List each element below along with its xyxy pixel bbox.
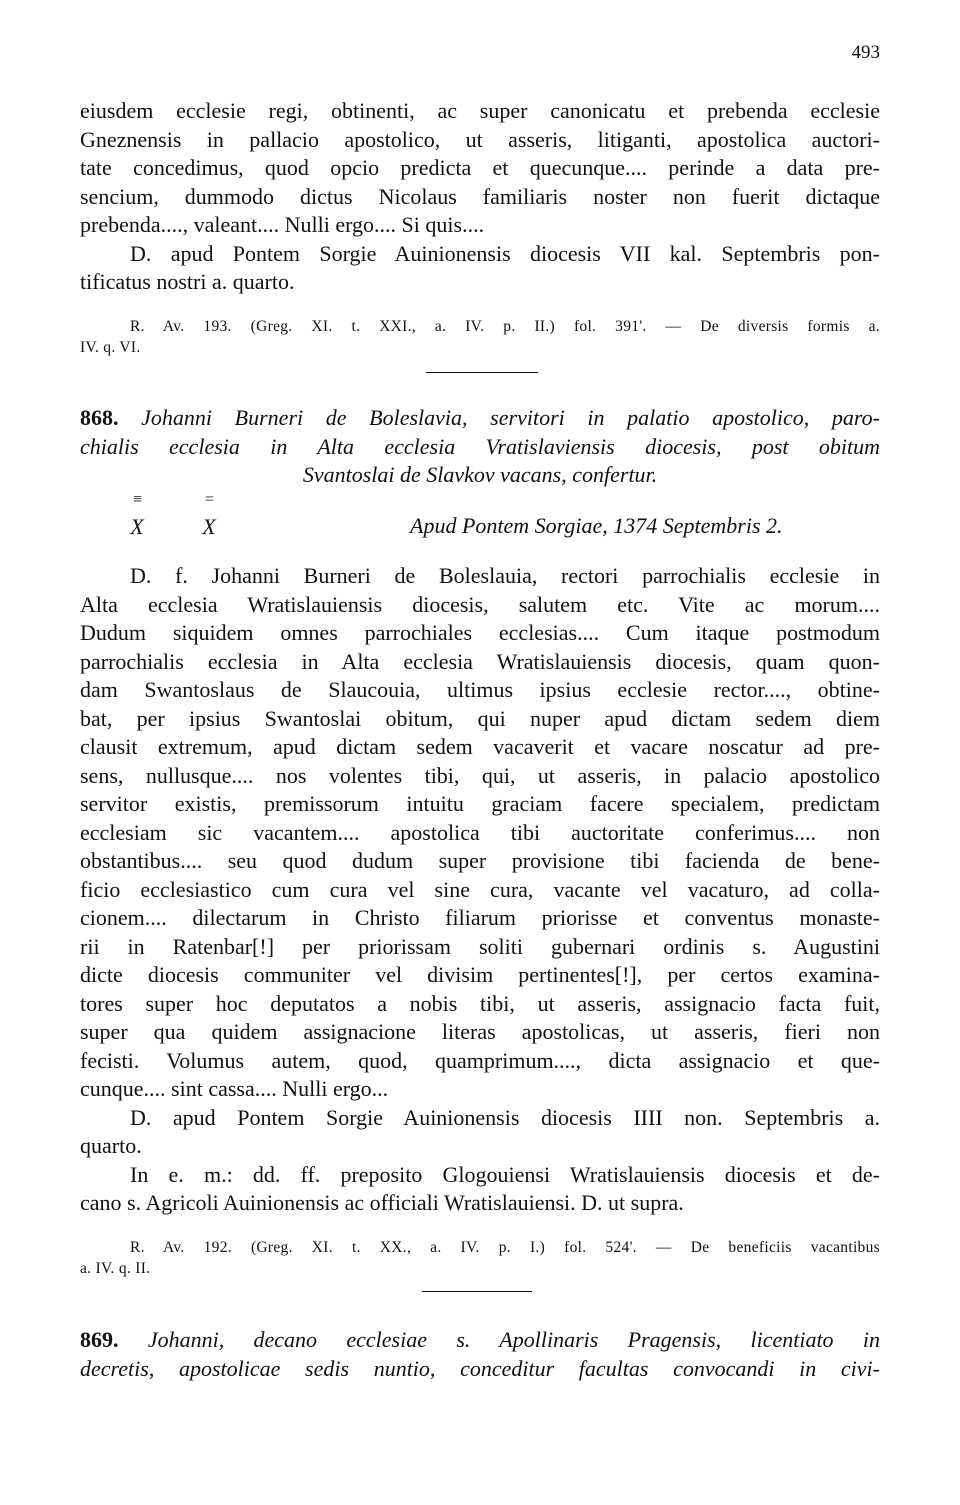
register-mark	[126, 491, 148, 540]
text-line: servitor existis, premissorum intuitu graciam facere specialem, predictam	[80, 791, 880, 816]
heading-line: chialis ecclesia in Alta ecclesia Vratislaviensis diocesis, post obitum	[80, 433, 880, 459]
text-line: D. f. Johanni Burneri de Boleslauia, rectori parrochialis ecclesie in	[130, 563, 880, 588]
text-line: Gneznensis in pallacio apostolico, ut asseris, litiganti, apostolica auctori-	[80, 126, 880, 152]
entry-868-heading	[80, 404, 880, 490]
text-line: prebenda...., valeant.... Nulli ergo.... Si quis....	[80, 212, 485, 237]
text-line: Dudum siquidem omnes parrochiales ecclesias.... Cum itaque postmodum	[80, 620, 880, 645]
source-line: R. Av. 192. (Greg. XI. t. XX., a. IV. p. I.) fol. 524'. — De beneficiis vacantibus	[130, 1239, 880, 1256]
entry-869-heading	[80, 1326, 880, 1383]
dating-line: tificatus nostri a. quarto.	[80, 269, 295, 294]
heading-line: Johanni Burneri de Boleslavia, servitori in palatio apostolico, paro-	[141, 405, 881, 430]
mark-bars: ≡	[132, 491, 142, 508]
source-line: R. Av. 193. (Greg. XI. t. XXI., a. IV. p. II.) fol. 391'. — De diversis formis a.	[130, 318, 880, 335]
text-line: parrochialis ecclesia in Alta ecclesia Wratislauiensis diocesis, quam quon-	[80, 648, 880, 674]
text-line: clausit extremum, apud dictam sedem vacaverit et vacare noscatur ad pre-	[80, 734, 880, 759]
text-line: bat, per ipsius Swantoslai obitum, qui nuper apud dictam sedem diem	[80, 705, 880, 731]
register-marks	[126, 491, 246, 543]
text-line: eiusdem ecclesie regi, obtinenti, ac super canonicatu et prebenda ecclesie	[80, 98, 880, 123]
prev-entry-source	[80, 316, 880, 358]
source-line: a. IV. q. II.	[80, 1260, 151, 1277]
text-line: fecisti. Volumus autem, quod, quamprimum...., dicta assignacio et que-	[80, 1047, 880, 1073]
separator-rule	[426, 372, 538, 373]
source-line: IV. q. VI.	[80, 339, 141, 356]
text-line: cunque.... sint cassa.... Nulli ergo...	[80, 1076, 389, 1101]
entry-number: 868.	[80, 405, 119, 430]
entry-number: 869.	[80, 1327, 119, 1352]
place-date: Apud Pontem Sorgiae, 1374 Septembris 2.	[410, 513, 783, 538]
page-number: 493	[851, 42, 880, 63]
heading-line: decretis, apostolicae sedis nuntio, conceditur facultas convocandi in civi-	[80, 1355, 880, 1381]
mark-letter: X	[130, 514, 144, 539]
text-line: tores super hoc deputatos a nobis tibi, ut asseris, assignacio facta fuit,	[80, 990, 880, 1016]
text-line: rii in Ratenbar[!] per priorissam soliti gubernari ordinis s. Augustini	[80, 933, 880, 959]
text-line: ficio ecclesiastico cum cura vel sine cura, vacante vel vacaturo, ad colla-	[80, 876, 880, 902]
text-line: cionem.... dilectarum in Christo filiarum priorisse et conventus monaste-	[80, 905, 880, 930]
dating-line: D. apud Pontem Sorgie Auinionensis diocesis IIII non. Septembris a.	[130, 1104, 880, 1130]
text-line: ecclesiam sic vacantem.... apostolica tibi auctoritate conferimus.... non	[80, 819, 880, 845]
text-line: obstantibus.... seu quod dudum super provisione tibi facienda de bene-	[80, 848, 880, 873]
text-line: super qua quidem assignacione literas apostolicas, ut asseris, fieri non	[80, 1019, 880, 1044]
dating-line: quarto.	[80, 1133, 142, 1158]
prev-entry-text	[80, 97, 880, 297]
text-line: tate concedimus, quod opcio predicta et quecunque.... perinde a data pre-	[80, 155, 880, 180]
executors-line: cano s. Agricoli Auinionensis ac officiali Wratislauiensi. D. ut supra.	[80, 1190, 684, 1215]
separator-rule	[422, 1291, 532, 1292]
text-line: sens, nullusque.... nos volentes tibi, qui, ut asseris, in palacio apostolico	[80, 762, 880, 788]
text-line: dicte diocesis communiter vel divisim pertinentes[!], per certos examina-	[80, 962, 880, 987]
text-line: sencium, dummodo dictus Nicolaus familiaris noster non fuerit dictaque	[80, 183, 880, 209]
entry-868-source	[80, 1237, 880, 1279]
register-mark	[198, 491, 220, 540]
entry-868-body	[80, 562, 880, 1218]
mark-letter: X	[202, 514, 216, 539]
mark-bars: =	[204, 491, 214, 508]
text-line: dam Swantoslaus de Slaucouia, ultimus ipsius ecclesie rector...., obtine-	[80, 677, 880, 702]
heading-line: Svantoslai de Slavkov vacans, confertur.	[302, 462, 658, 487]
dating-line: D. apud Pontem Sorgie Auinionensis diocesis VII kal. Septembris pon-	[130, 240, 880, 266]
executors-line: In e. m.: dd. ff. preposito Glogouiensi Wratislauiensis diocesis et de-	[130, 1161, 880, 1187]
text-line: Alta ecclesia Wratislauiensis diocesis, salutem etc. Vite ac morum....	[80, 591, 880, 617]
heading-line: Johanni, decano ecclesiae s. Apollinaris Pragensis, licentiato in	[147, 1327, 880, 1352]
